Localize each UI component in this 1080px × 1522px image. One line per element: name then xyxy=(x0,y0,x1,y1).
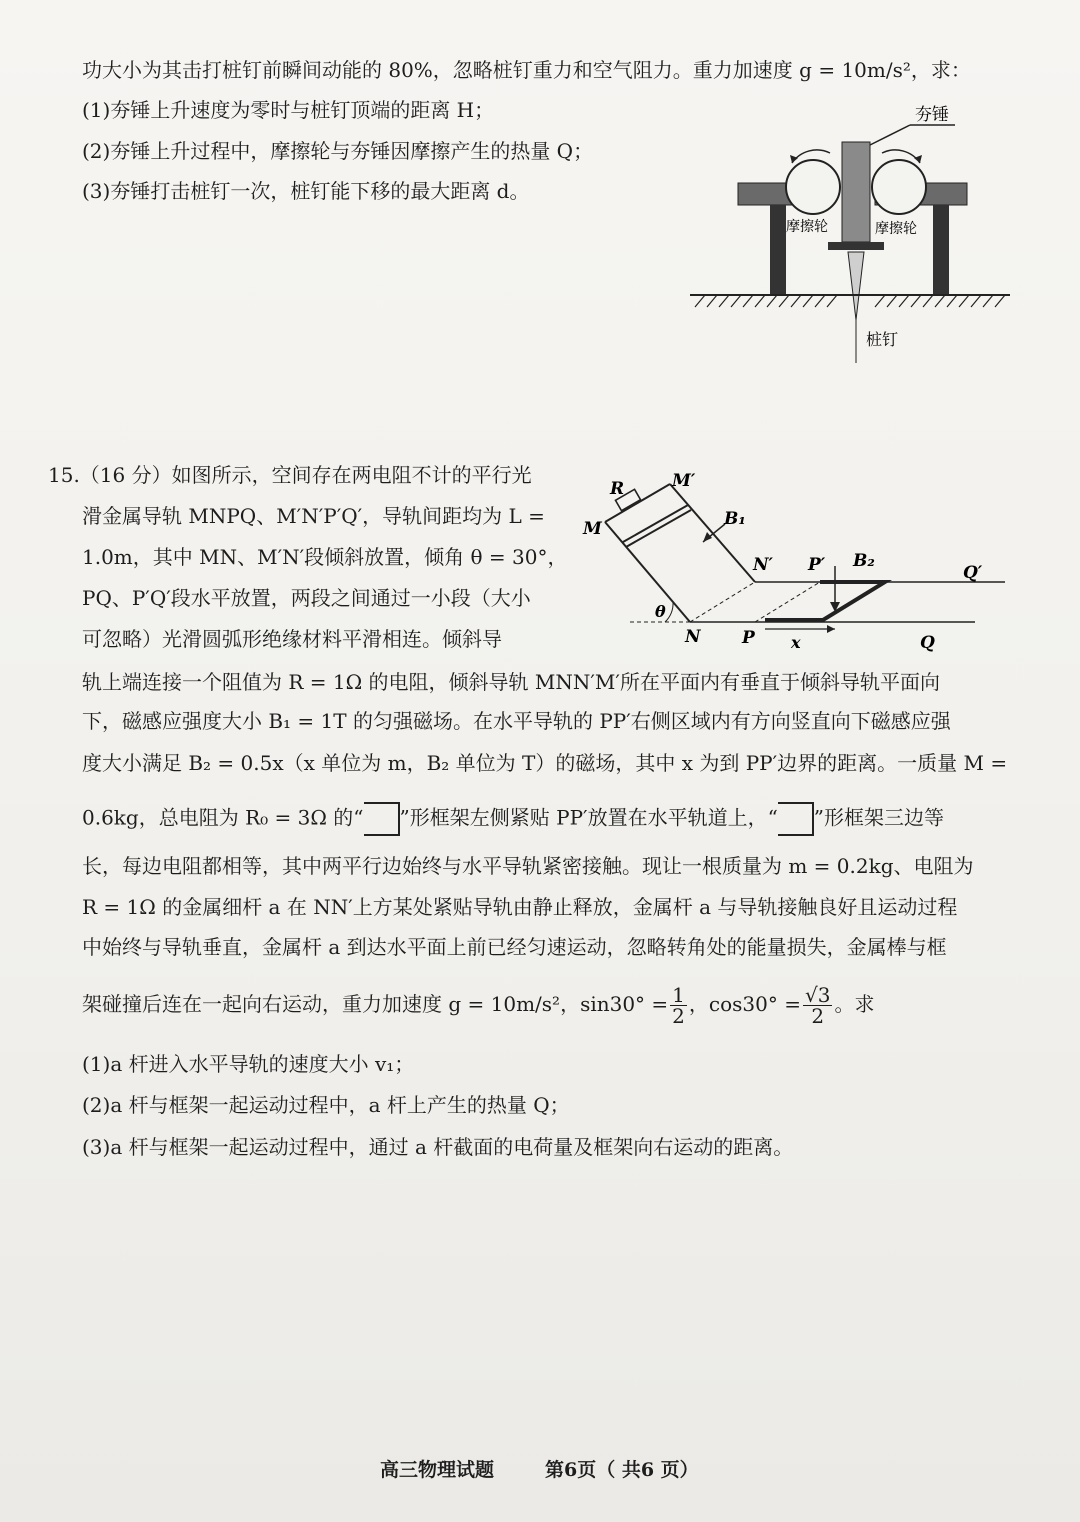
q15-sub3: (3)a 杆与框架一起运动过程中，通过 a 杆截面的电荷量及框架向右运动的距离。 xyxy=(82,1135,794,1159)
q14-line1: 功大小为其击打桩钉前瞬间动能的 80%，忽略桩钉重力和空气阻力。重力加速度 g = 10m/s²，求： xyxy=(82,58,971,82)
label-R: R xyxy=(610,479,625,499)
label-hammer: 夯锤 xyxy=(915,105,949,125)
label-B1: B₁ xyxy=(724,509,746,529)
label-Q: Q xyxy=(920,633,935,653)
frame-symbol-1 xyxy=(364,802,400,836)
fraction-sqrt3-half: $\frac{√3}{2}$ xyxy=(804,983,831,1028)
q15-line6: 轨上端连接一个阻值为 R = 1Ω 的电阻，倾斜导轨 MNN′M′所在平面内有垂直于倾斜导轨平面向 xyxy=(82,670,940,694)
q14-sub3: (3)夯锤打击桩钉一次，桩钉能下移的最大距离 d。 xyxy=(82,179,530,203)
q15-line9-c: ”形框架三边等 xyxy=(813,805,945,830)
q14-sub2: (2)夯锤上升过程中，摩擦轮与夯锤因摩擦产生的热量 Q； xyxy=(82,139,594,163)
q15-line9-b: ”形框架左侧紧贴 PP′放置在水平轨道上，“ xyxy=(399,805,778,830)
q14-sub1: (1)夯锤上升速度为零时与桩钉顶端的距离 H； xyxy=(82,98,495,122)
q15-line13-a: 架碰撞后连在一起向右运动，重力加速度 g = 10m/s²，sin30° = xyxy=(82,992,669,1016)
label-M: M xyxy=(583,519,602,539)
label-x: x xyxy=(791,633,801,652)
footer-page: 第6页（ 共6 页） xyxy=(545,1459,699,1481)
label-N-prime: N′ xyxy=(753,555,774,575)
label-P-prime: P′ xyxy=(808,555,826,575)
frame-symbol-2 xyxy=(778,802,814,836)
q15-sub1: (1)a 杆进入水平导轨的速度大小 v₁； xyxy=(82,1052,415,1076)
label-B2: B₂ xyxy=(853,551,875,571)
label-theta: θ xyxy=(655,602,666,621)
label-N: N xyxy=(685,627,701,647)
q15-line13-c: 。求 xyxy=(834,992,875,1016)
footer-subject: 高三物理试题 xyxy=(380,1459,495,1481)
q15-line11: R = 1Ω 的金属细杆 a 在 NN′上方某处紧贴导轨由静止释放，金属杆 a 与导轨接触良好且运动过程 xyxy=(82,895,958,919)
q15-line13-b: ，cos30° = xyxy=(688,992,801,1016)
q15-line3: 1.0m，其中 MN、M′N′段倾斜放置，倾角 θ = 30°， xyxy=(82,545,568,569)
q15-line9-a: 0.6kg，总电阻为 R₀ = 3Ω 的“ xyxy=(82,805,364,830)
q15-line5: 可忽略）光滑圆弧形绝缘材料平滑相连。倾斜导 xyxy=(82,627,502,651)
q15-line9 xyxy=(82,802,944,836)
q15-line2: 滑金属导轨 MNPQ、M′N′P′Q′，导轨间距均为 L = xyxy=(82,504,545,528)
q15-line1: 15.（16 分）如图所示，空间存在两电阻不计的平行光 xyxy=(48,463,532,487)
label-Q-prime: Q′ xyxy=(963,563,983,583)
pile-driver-figure xyxy=(680,95,1020,375)
label-M-prime: M′ xyxy=(672,471,696,491)
q15-line7: 下，磁感应强度大小 B₁ = 1T 的匀强磁场。在水平导轨的 PP′右侧区域内有方向竖直向下磁感应强 xyxy=(82,709,951,733)
rail-figure xyxy=(575,462,1015,662)
label-wheel-left: 摩擦轮 xyxy=(786,219,828,235)
q15-line4: PQ、P′Q′段水平放置，两段之间通过一小段（大小 xyxy=(82,586,531,610)
q15-sub2: (2)a 杆与框架一起运动过程中，a 杆上产生的热量 Q； xyxy=(82,1093,570,1117)
label-pile: 桩钉 xyxy=(866,330,899,349)
q15-line12: 中始终与导轨垂直，金属杆 a 到达水平面上前已经匀速运动，忽略转角处的能量损失，金属棒与框 xyxy=(82,935,947,959)
label-wheel-right: 摩擦轮 xyxy=(875,221,917,237)
fraction-one-half: $\frac{1}{2}$ xyxy=(672,983,685,1028)
q15-line10: 长，每边电阻都相等，其中两平行边始终与水平导轨紧密接触。现让一根质量为 m = 0.2kg、电阻为 xyxy=(82,854,974,878)
q15-line8: 度大小满足 B₂ = 0.5x（x 单位为 m，B₂ 单位为 T）的磁场，其中 x 为到 PP′边界的距离。一质量 M = xyxy=(82,751,1008,775)
label-P: P xyxy=(742,628,755,648)
q15-line13 xyxy=(82,982,874,1026)
